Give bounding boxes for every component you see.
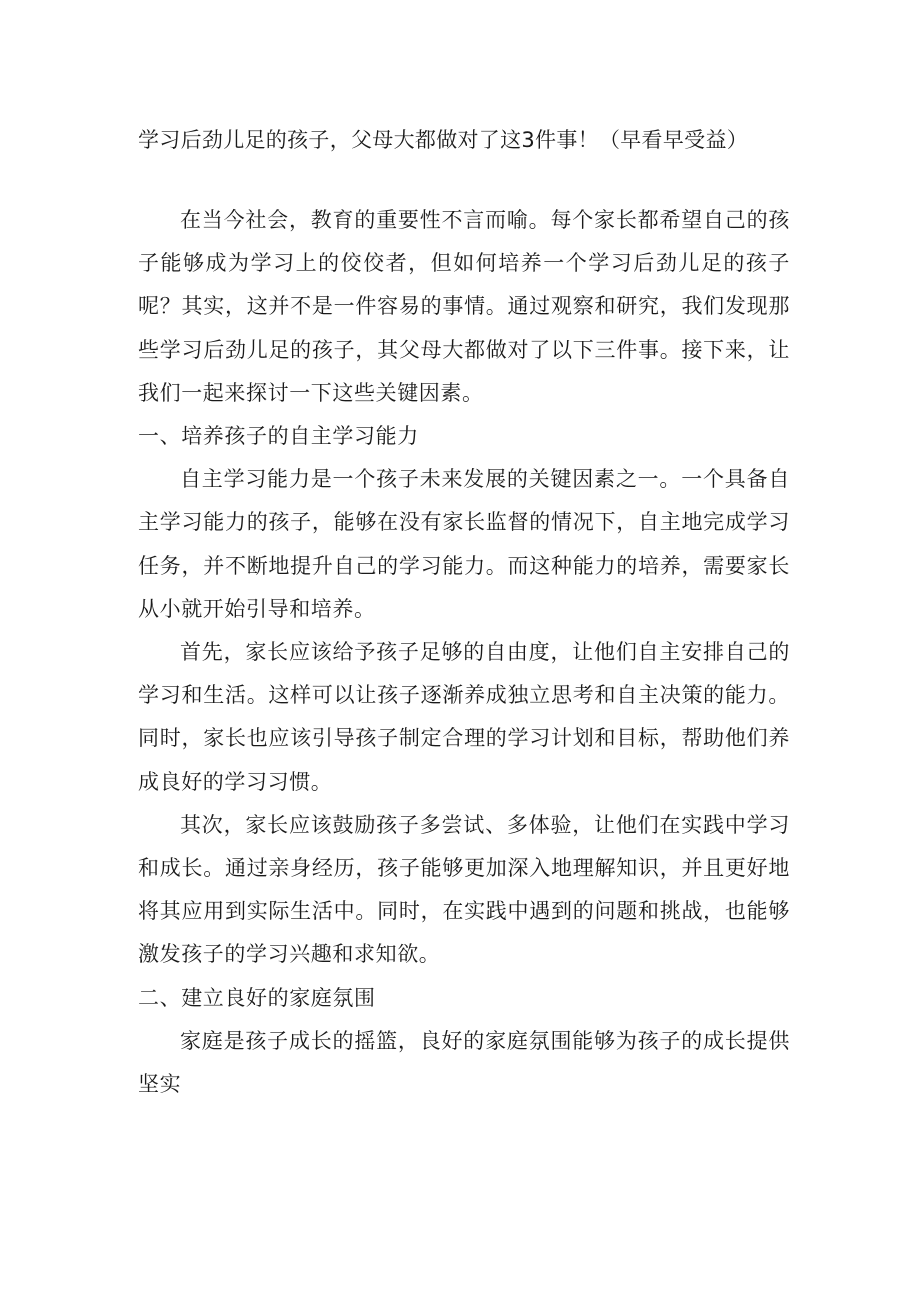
intro-paragraph: 在当今社会，教育的重要性不言而喻。每个家长都希望自己的孩子能够成为学习上的佼佼者，但如何培养一个学习后劲儿足的孩子呢？其实，这并不是一件容易的事情。通过观察和研究，我们发现那些学习后劲儿足的孩子，其父母大都做对了以下三件事。接下来，让我们一起来探讨一下这些关键因素。 bbox=[138, 208, 790, 405]
document-body bbox=[138, 199, 790, 1106]
section-1-paragraph-1: 自主学习能力是一个孩子未来发展的关键因素之一。一个具备自主学习能力的孩子，能够在没有家长监督的情况下，自主地完成学习任务，并不断地提升自己的学习能力。而这种能力的培养，需要家长从小就开始引导和培养。 bbox=[138, 467, 790, 621]
section-1-paragraph-3: 其次，家长应该鼓励孩子多尝试、多体验，让他们在实践中学习和成长。通过亲身经历，孩子能够更加深入地理解知识，并且更好地将其应用到实际生活中。同时，在实践中遇到的问题和挑战，也能够激发孩子的学习兴趣和求知欲。 bbox=[138, 812, 790, 967]
section-heading-2: 二、建立良好的家庭氛围 bbox=[138, 985, 376, 1010]
section-1-paragraph-2: 首先，家长应该给予孩子足够的自由度，让他们自主安排自己的学习和生活。这样可以让孩子逐渐养成独立思考和自主决策的能力。同时，家长也应该引导孩子制定合理的学习计划和目标，帮助他们养成良好的学习习惯。 bbox=[138, 640, 790, 794]
document-title: 学习后劲儿足的孩子，父母大都做对了这3件事！（早看早受益） bbox=[138, 128, 749, 152]
section-2-paragraph-1: 家庭是孩子成长的摇篮，良好的家庭氛围能够为孩子的成长提供坚实 bbox=[138, 1028, 790, 1097]
section-heading-1: 一、培养孩子的自主学习能力 bbox=[138, 424, 419, 449]
